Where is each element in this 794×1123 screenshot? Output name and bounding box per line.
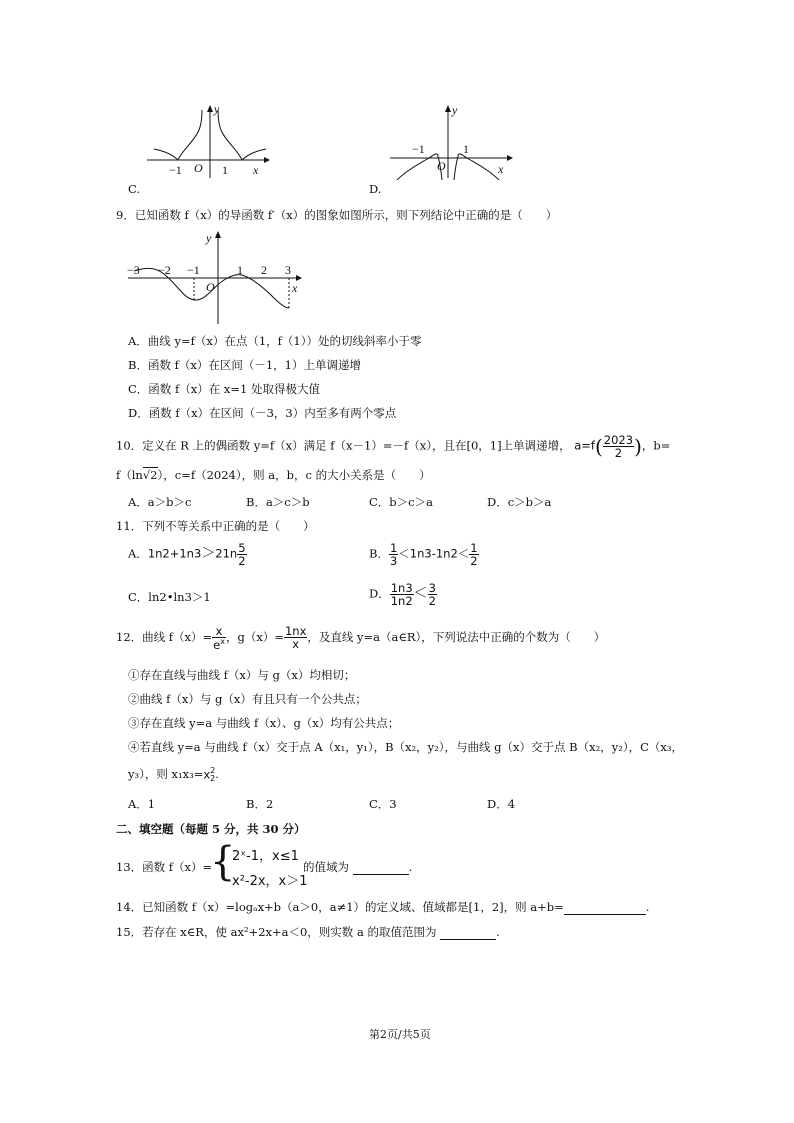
tick-label: −1 (169, 163, 182, 177)
tick-label: −2 (158, 263, 171, 277)
q15-answer-blank[interactable] (440, 927, 496, 940)
q13-suffix: 的值域为 . (303, 860, 413, 874)
y-axis-label: y (452, 103, 458, 117)
q12-opt-c: C．3 (369, 797, 397, 811)
option-c-label: C. (128, 182, 141, 196)
option-d-label: D. (369, 182, 382, 196)
tick-label: 1 (222, 163, 228, 177)
section-heading: 二、填空题（每题 5 分，共 30 分） (116, 822, 306, 836)
tick-label: 1 (237, 263, 243, 277)
q11-option-d: D． $\frac{1n3}{1n2}$ ＜ $\frac{3}{2}$ (369, 581, 436, 609)
q11-option-a: A．1n2+1n3＞21n $\frac{5}{2}$ (128, 541, 246, 569)
tick-label: 1 (463, 142, 469, 156)
q9-option-b: B．函数 f（x）在区间（－1，1）上单调递增 (128, 358, 361, 372)
q9-option-a: A．曲线 y=f（x）在点（1，f（1））处的切线斜率小于零 (128, 334, 422, 348)
q10-a-def: a=f (574, 438, 595, 453)
q9-option-c: C．函数 f（x）在 x=1 处取得极大值 (128, 382, 320, 396)
q11-option-c: C．ln2•ln3＞1 (128, 590, 211, 604)
q9-option-d: D．函数 f（x）在区间（－3，3）内至多有两个零点 (128, 406, 397, 420)
q11-stem: 11．下列不等关系中正确的是（ ） (116, 519, 315, 533)
tick-label: −3 (127, 263, 140, 277)
x-axis-label: x (292, 281, 298, 295)
origin-label: O (437, 159, 446, 173)
tick-label: −1 (412, 142, 425, 156)
q10-b-def: ，b= (641, 438, 671, 453)
tick-label: 2 (261, 263, 267, 277)
q13-case-1: 2ˣ-1，x≤1 (232, 849, 299, 864)
x-axis-label: x (253, 163, 259, 177)
y-axis-label: y (206, 231, 212, 245)
q10-line1: 10．定义在 R 上的偶函数 y=f（x）满足 f（x－1）=－f（x），且在[0，1]上单调递增， a=f( $\frac{2023}{2}$ )，b= (116, 433, 671, 461)
q13-prefix: 13．函数 f（x）= (116, 860, 213, 874)
q10-line2: f（ln√2），c=f（2024），则 a，b，c 的大小关系是（ ） (116, 468, 431, 482)
q12-statement-2: ②曲线 f（x）与 g（x）有且只有一个公共点； (128, 692, 367, 706)
q9-derivative-graph (124, 228, 309, 326)
origin-label: O (206, 280, 215, 294)
q12-opt-b: B．2 (246, 797, 274, 811)
q14-answer-blank[interactable] (564, 902, 646, 915)
q9-stem: 9．已知函数 f（x）的导函数 f′（x）的图象如图所示，则下列结论中正确的是（ ） (116, 208, 558, 222)
q12-statement-4a: ④若直线 y=a 与曲线 f（x）交于点 A（x₁，y₁），B（x₂，y₂），与曲线 g（x）交于点 B（x₂，y₂），C（x₃， (128, 740, 683, 754)
graph-option-c (142, 100, 272, 180)
q10-opt-b: B．a＞c＞b (246, 495, 310, 509)
q13-answer-blank[interactable] (353, 862, 409, 875)
q10-text: 10．定义在 R 上的偶函数 y=f（x）满足 f（x－1）=－f（x），且在[0，1]上单调递增， (116, 438, 571, 453)
page-footer: 第2页/共5页 (369, 1028, 431, 1041)
q12-statement-4b: y₃），则 x₁x₃=x 2 2 . (128, 765, 219, 783)
q13-case-2: x²-2x，x＞1 (232, 874, 308, 889)
q10-fraction: $\frac{2023}{2}$ (603, 433, 634, 461)
q12-opt-a: A．1 (128, 797, 156, 811)
tick-label: −1 (187, 263, 200, 277)
q10-opt-d: D．c＞b＞a (487, 495, 552, 509)
tick-label: 3 (285, 263, 291, 277)
q12-opt-d: D．4 (487, 797, 516, 811)
q10-opt-c: C．b＞c＞a (369, 495, 433, 509)
q14-question: 14．已知函数 f（x）=logₐx+b（a＞0，a≠1）的定义域、值域都是[1，2]，则 a+b= . (116, 900, 650, 914)
q12-stem: 12．曲线 f（x）= $\frac{x}{e^x}$ ，g（x）= $\frac{1nx}{x}$ ，及直线 y=a（a∈R），下列说法中正确的个数为（ ） (116, 624, 606, 652)
q15-question: 15．若存在 x∈R，使 ax²+2x+a＜0，则实数 a 的取值范围为 . (116, 925, 500, 939)
q11-option-b: B． $\frac{1}{3}$ ＜1n3-1n2＜ $\frac{1}{2}$ (369, 541, 478, 569)
q10-opt-a: A．a＞b＞c (128, 495, 192, 509)
y-axis-label: y (214, 102, 220, 116)
x-axis-label: x (498, 162, 504, 176)
piecewise-brace: { (210, 839, 236, 885)
q12-statement-3: ③存在直线 y=a 与曲线 f（x）、g（x）均有公共点； (128, 716, 400, 730)
origin-label: O (194, 161, 203, 175)
graph-option-d (385, 100, 515, 180)
q12-statement-1: ①存在直线与曲线 f（x）与 g（x）均相切； (128, 668, 356, 682)
